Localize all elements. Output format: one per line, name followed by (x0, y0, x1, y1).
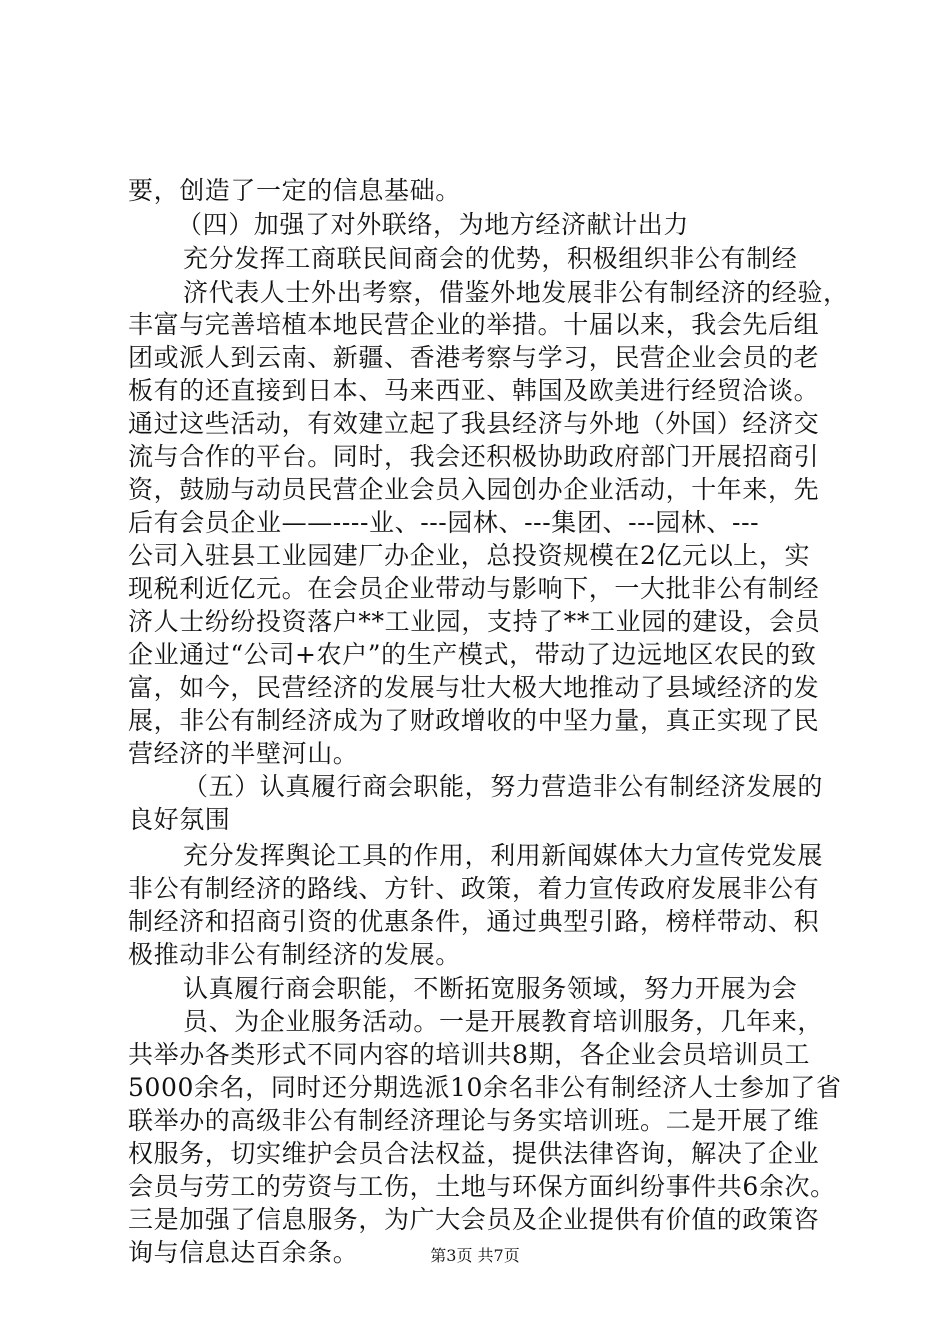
text-line: 三是加强了信息服务，为广大会员及企业提供有价值的政策咨 (128, 1205, 820, 1234)
text-line: 富，如今，民营经济的发展与壮大极大地推动了县域经济的发 (128, 673, 820, 702)
section-heading: （四）加强了对外联络，为地方经济献计出力 (177, 210, 690, 239)
text-line: 展，非公有制经济成为了财政增收的中坚力量，真正实现了民 (128, 706, 820, 735)
text-line: 企业通过“公司+农户”的生产模式，带动了边远地区农民的致 (128, 640, 817, 669)
text-line: 公司入驻县工业园建厂办企业，总投资规模在2亿元以上，实 (128, 541, 811, 570)
text-line: 营经济的半壁河山。 (128, 739, 359, 768)
text-line: 后有会员企业——----业、---园林、---集团、---园林、--- (128, 508, 760, 537)
section-heading-continued: 良好氛围 (128, 805, 231, 834)
text-line: 权服务，切实维护会员合法权益，提供法律咨询，解决了企业 (128, 1139, 820, 1168)
text-line: 板有的还直接到日本、马来西亚、韩国及欧美进行经贸洽谈。 (128, 376, 820, 405)
text-line: 通过这些活动，有效建立起了我县经济与外地（外国）经济交 (128, 409, 820, 438)
text-line: 认真履行商会职能，不断拓宽服务领域，努力开展为会 (183, 974, 798, 1003)
text-line: 要，创造了一定的信息基础。 (128, 176, 461, 205)
text-line: 丰富与完善培植本地民营企业的举措。十届以来，我会先后组 (128, 310, 820, 339)
text-line: 济人士纷纷投资落户**工业园，支持了**工业园的建设，会员 (128, 607, 821, 636)
text-line: 员、为企业服务活动。一是开展教育培训服务，几年来， (183, 1007, 824, 1036)
text-line: 充分发挥工商联民间商会的优势，积极组织非公有制经 (183, 244, 798, 273)
section-heading: （五）认真履行商会职能，努力营造非公有制经济发展的 (183, 772, 824, 801)
text-line: 资，鼓励与动员民营企业会员入园创办企业活动，十年来，先 (128, 475, 820, 504)
text-line: 充分发挥舆论工具的作用，利用新闻媒体大力宣传党发展 (183, 841, 824, 870)
text-line: 非公有制经济的路线、方针、政策，着力宣传政府发展非公有 (128, 874, 820, 903)
text-line: 共举办各类形式不同内容的培训共8期，各企业会员培训员工 (128, 1040, 811, 1069)
text-line: 联举办的高级非公有制经济理论与务实培训班。二是开展了维 (128, 1106, 820, 1135)
text-line: 极推动非公有制经济的发展。 (128, 940, 461, 969)
text-line: 流与合作的平台。同时，我会还积极协助政府部门开展招商引 (128, 442, 820, 471)
text-line: 会员与劳工的劳资与工伤，土地与环保方面纠纷事件共6余次。 (128, 1172, 836, 1201)
text-line: 询与信息达百余条。 (128, 1238, 359, 1267)
text-line: 现税利近亿元。在会员企业带动与影响下，一大批非公有制经 (128, 574, 820, 603)
text-line: 济代表人士外出考察，借鉴外地发展非公有制经济的经验， (183, 278, 849, 307)
page-number-footer: 第3页 共7页 (430, 1246, 520, 1265)
text-line: 5000余名，同时还分期选派10余名非公有制经济人士参加了省 (128, 1073, 842, 1102)
text-line: 团或派人到云南、新疆、香港考察与学习，民营企业会员的老 (128, 343, 820, 372)
text-line: 制经济和招商引资的优惠条件，通过典型引路，榜样带动、积 (128, 907, 820, 936)
